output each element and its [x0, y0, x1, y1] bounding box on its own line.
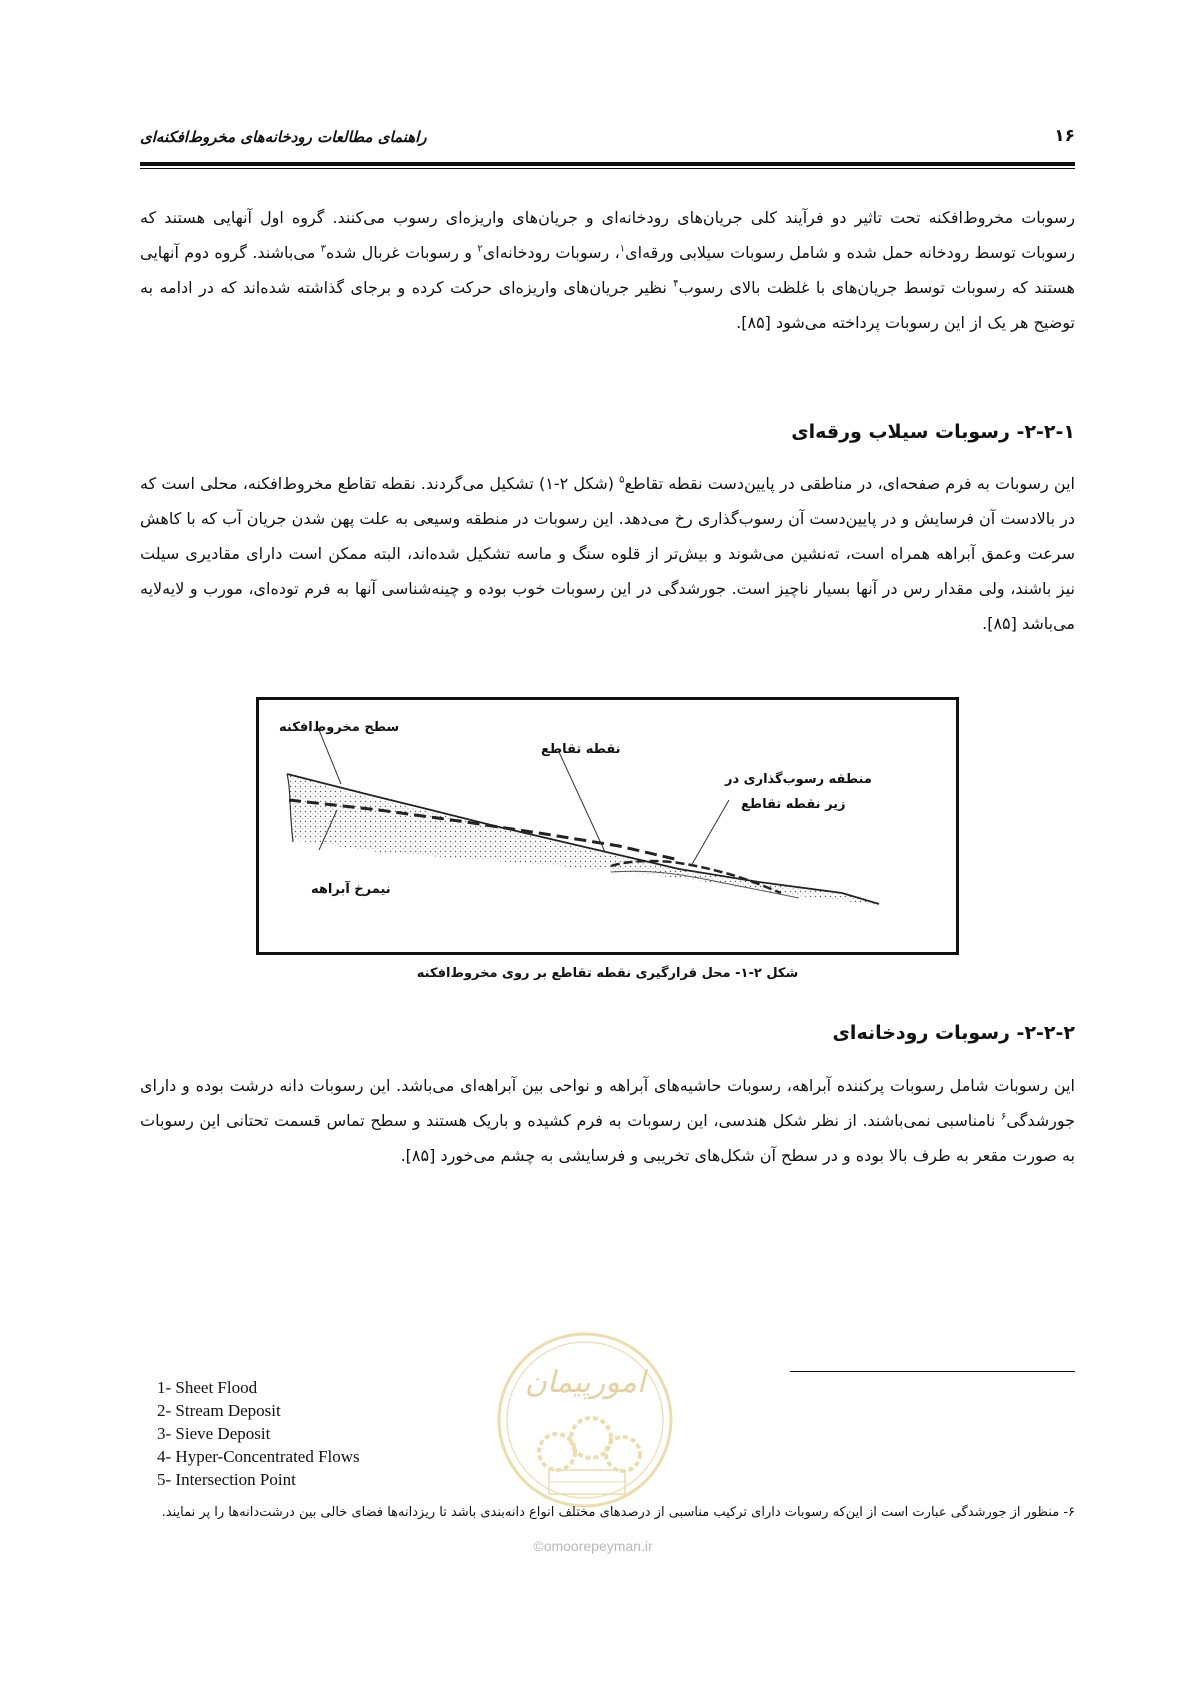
running-title: راهنمای مطالعات رودخانه‌های مخروط‌افکنه‌ای: [140, 128, 427, 146]
page-number: ۱۶: [1054, 126, 1075, 146]
watermark-url: ©omoorepeyman.ir: [533, 1538, 653, 1554]
leader-surface: [319, 730, 341, 784]
section-heading-stream-deposit: ۲-۲-۲- رسوبات رودخانه‌ای: [832, 1022, 1075, 1044]
footnote-6: ۶- منظور از جورشدگی عبارت است از این‌که رسوبات دارای ترکیب مناسبی از درصدهای مختلف انواع دانه‌بندی باشد تا ریزدانه‌ها فضای خالی بین درشت‌دانه‌ها را پر نمایند.: [161, 1505, 1075, 1520]
footnote-1: 1- Sheet Flood: [157, 1378, 258, 1397]
copyright-icon: ©: [533, 1538, 544, 1554]
running-header: [140, 126, 1075, 160]
label-deposition-zone-line1: منطقه رسوب‌گذاری در: [725, 772, 872, 787]
fan-profile-diagram: [259, 700, 956, 952]
footnote-ref-6: ۶: [1000, 1111, 1007, 1123]
intro-paragraph: رسوبات مخروط‌افکنه تحت تاثیر دو فرآیند کلی جریان‌های رودخانه‌ای و جریان‌های واریزه‌ای رسوب می‌کنند. گروه اول آنهایی هستند که رسوبات توسط رودخانه حمل شده و شامل رسوبات سیلابی ورقه‌ای$^۱$، رسوبات رودخانه‌ای$^۲$ و رسوبات غربال شده$^۳$ می‌باشند. گروه دوم آنهایی هستند که رسوبات توسط جریان‌های با غلظت بالای رسوب$^۴$ نظیر جریان‌های واریزه‌ای حرکت کرده و برجای گذاشته شده‌اند که در ادامه به توضیح هر یک از این رسوبات پرداخته می‌شود [۸۵].: [140, 208, 1076, 332]
label-channel-profile: نیمرخ آبراهه: [311, 882, 391, 897]
svg-text:امورپیمان: امورپیمان: [524, 1365, 646, 1400]
figure-fan-intersection: [256, 697, 959, 955]
footnote-ref-2: ۲: [477, 243, 483, 255]
header-rule: [140, 162, 1075, 166]
sheet-flood-paragraph: این رسوبات به فرم صفحه‌ای، در مناطقی در پایین‌دست نقطه تقاطع$^۵$ (شکل ۲-۱) تشکیل می‌گردند. نقطه تقاطع مخروط‌افکنه، محلی است که در بالادست آن فرسایش و در پایین‌دست آن رسوب‌گذاری رخ می‌دهد. این رسوبات در منطقه وسیعی به علت پهن شدن جریان آب که با کاهش سرعت وعمق آبراهه همراه است، ته‌نشین می‌شوند و بیش‌تر از قلوه سنگ و ماسه تشکیل شده‌اند، البته ممکن است دارای مقادیری سیلت نیز باشند، ولی مقدار رس در آنها بسیار ناچیز است. جورشدگی در این رسوبات خوب بوده و چینه‌شناسی آنها به فرم توده‌ای، مورب و لایه‌لایه می‌باشد [۸۵].: [140, 474, 1076, 633]
footnote-4: 4- Hyper-Concentrated Flows: [157, 1447, 360, 1466]
label-fan-surface: سطح مخروط‌افکنه: [279, 720, 400, 735]
footnote-list: [157, 1376, 587, 1491]
label-intersection-point: نقطه تقاطع: [541, 742, 621, 757]
footnote-ref-4: ۴: [673, 278, 679, 290]
figure-caption: شکل ۲-۱- محل قرارگیری نقطه تقاطع بر روی مخروط‌افکنه: [416, 966, 799, 981]
footnote-separator: [790, 1371, 1075, 1372]
stream-deposit-paragraph: این رسوبات شامل رسوبات پرکننده آبراهه، رسوبات حاشیه‌های آبراهه و نواحی بین آبراهه‌ای می‌باشد. این رسوبات دانه درشت بوده و دارای جورشدگی$^۶$ نامناسبی نمی‌باشند. از نظر شکل هندسی، این رسوبات به فرم کشیده و باریک هستند و سطح تماس قسمت تحتانی این رسوبات به صورت مقعر به طرف بالا بوده و در سطح آن شکل‌های تخریبی و فرسایشی به چشم می‌خورد [۸۵].: [140, 1076, 1075, 1165]
footnote-ref-1: ۱: [619, 243, 626, 255]
footnote-5: 5- Intersection Point: [157, 1470, 296, 1489]
footnote-ref-3: ۳: [320, 243, 327, 255]
footnote-ref-5: ۵: [619, 474, 625, 486]
section-heading-sheet-flood: ۲-۲-۱- رسوبات سیلاب ورقه‌ای: [791, 421, 1075, 443]
header-rule-thin: [140, 168, 1075, 169]
footnote-2: 2- Stream Deposit: [157, 1401, 281, 1420]
leader-deposition: [691, 800, 729, 866]
label-deposition-zone-line2: زیر نقطه تقاطع: [741, 797, 846, 812]
footnote-3: 3- Sieve Deposit: [157, 1424, 271, 1443]
